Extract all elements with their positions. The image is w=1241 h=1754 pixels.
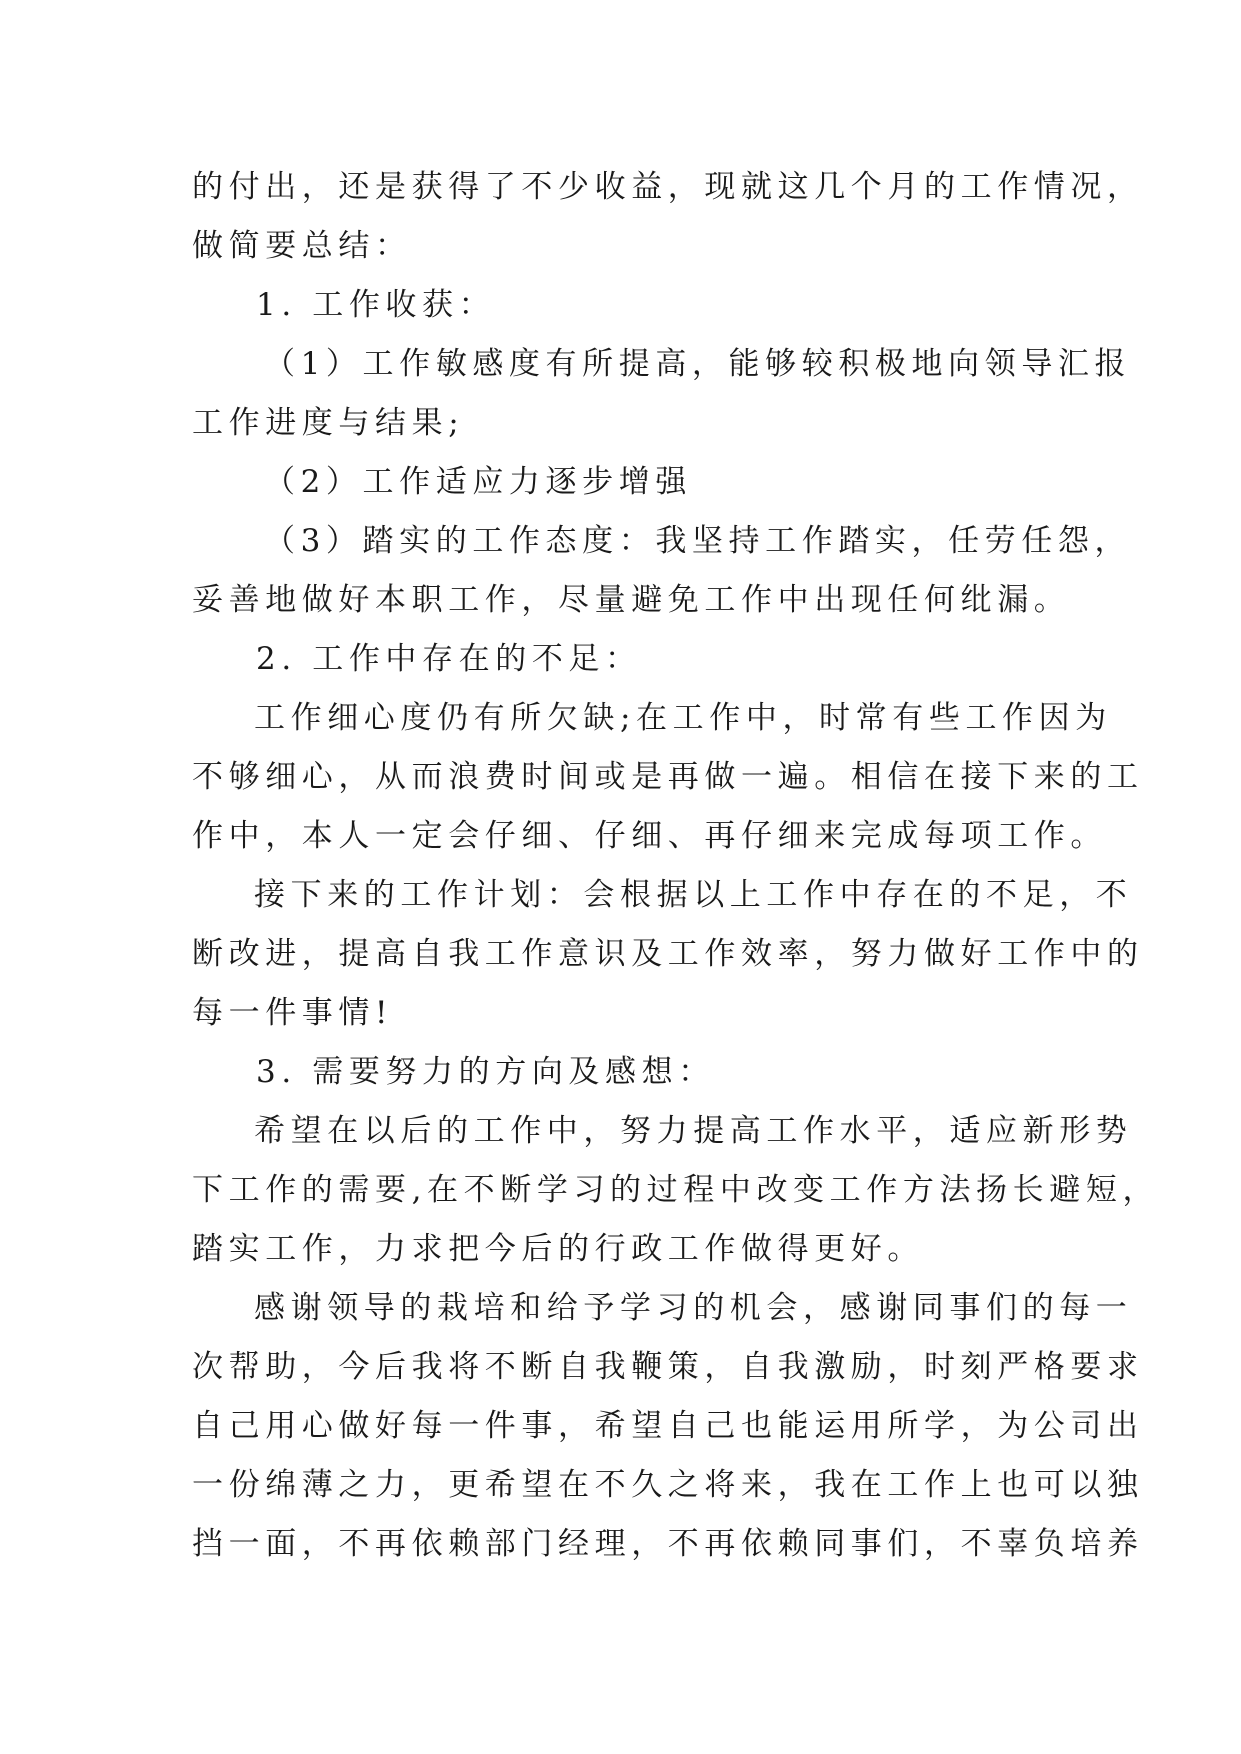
text-line: 踏实工作，力求把今后的行政工作做得更好。 — [192, 1231, 924, 1267]
text-line: 的付出，还是获得了不少收益，现就这几个月的工作情况， — [192, 169, 1144, 205]
text-line: （1）工作敏感度有所提高，能够较积极地向领导汇报 — [264, 346, 1132, 382]
text-line: 下工作的需要,在不断学习的过程中改变工作方法扬长避短， — [192, 1172, 1160, 1208]
text-line: 感谢领导的栽培和给予学习的机会，感谢同事们的每一 — [254, 1290, 1133, 1326]
text-line: 断改进，提高自我工作意识及工作效率，努力做好工作中的 — [192, 936, 1144, 972]
text-line: 挡一面，不再依赖部门经理，不再依赖同事们，不辜负培养 — [192, 1526, 1144, 1562]
text-line: 每一件事情! — [192, 995, 394, 1031]
section-heading: 3. 需要努力的方向及感想： — [256, 1054, 715, 1090]
text-line: 妥善地做好本职工作，尽量避免工作中出现任何纰漏。 — [192, 582, 1071, 618]
text-line: 次帮助，今后我将不断自我鞭策，自我激励，时刻严格要求 — [192, 1349, 1144, 1385]
text-line: （2）工作适应力逐步增强 — [264, 464, 692, 500]
text-line: 作中，本人一定会仔细、仔细、再仔细来完成每项工作。 — [192, 818, 1107, 854]
text-line: （3）踏实的工作态度：我坚持工作踏实，任劳任怨， — [264, 523, 1132, 559]
text-line: 希望在以后的工作中，努力提高工作水平，适应新形势 — [254, 1113, 1133, 1149]
text-line: 不够细心，从而浪费时间或是再做一遍。相信在接下来的工 — [192, 759, 1144, 795]
text-line: 工作细心度仍有所欠缺;在工作中，时常有些工作因为 — [254, 700, 1112, 736]
text-line: 做简要总结： — [192, 228, 412, 264]
text-line: 工作进度与结果; — [192, 405, 465, 441]
section-heading: 2. 工作中存在的不足： — [256, 641, 642, 677]
text-line: 接下来的工作计划：会根据以上工作中存在的不足，不 — [254, 877, 1133, 913]
body-text — [192, 158, 1160, 1574]
section-heading: 1. 工作收获： — [256, 287, 496, 323]
text-line: 一份绵薄之力，更希望在不久之将来，我在工作上也可以独 — [192, 1467, 1144, 1503]
text-line: 自己用心做好每一件事，希望自己也能运用所学，为公司出 — [192, 1408, 1144, 1444]
